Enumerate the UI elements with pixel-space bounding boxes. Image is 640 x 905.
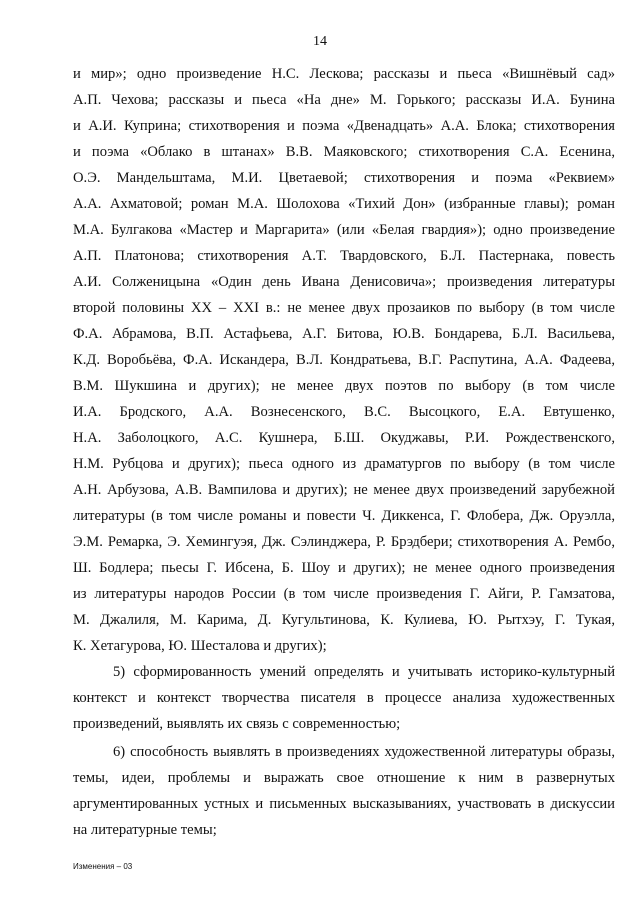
text-line: А.П. Чехова; рассказы и пьеса «На дне» М. Горького; рассказы И.А. Бунина xyxy=(73,92,615,108)
text-line: Н.М. Рубцова и других); пьеса одного из драматургов по выбору (в том числе xyxy=(73,456,615,472)
text-line: литературы (в том числе романы и повести Ч. Диккенса, Г. Флобера, Дж. Оруэлла, xyxy=(73,508,615,524)
text-line: и мир»; одно произведение Н.С. Лескова; рассказы и пьеса «Вишнёвый сад» xyxy=(73,66,615,82)
text-line: В.М. Шукшина и других); не менее двух поэтов по выбору (в том числе xyxy=(73,378,615,394)
text-line: К.Д. Воробьёва, Ф.А. Искандера, В.Л. Кондратьева, В.Г. Распутина, А.А. Фадеева, xyxy=(73,352,615,368)
paragraph-6-line: 6) способность выявлять в произведениях художественной литературы образы, xyxy=(113,744,615,760)
text-line: и поэма «Облако в штанах» В.В. Маяковского; стихотворения С.А. Есенина, xyxy=(73,144,615,160)
text-line: М.А. Булгакова «Мастер и Маргарита» (или «Белая гвардия»); одно произведение xyxy=(73,222,615,238)
text-line: А.А. Ахматовой; роман М.А. Шолохова «Тихий Дон» (избранные главы); роман xyxy=(73,196,615,212)
text-line: на литературные темы; xyxy=(73,822,217,838)
page-number: 14 xyxy=(313,34,327,49)
text-line: контекст и контекст творчества писателя в процессе анализа художественных xyxy=(73,690,615,706)
text-line: Н.А. Заболоцкого, А.С. Кушнера, Б.Ш. Окуджавы, Р.И. Рождественского, xyxy=(73,430,615,446)
paragraph-5-line: 5) сформированность умений определять и учитывать историко-культурный xyxy=(113,664,615,680)
text-line: А.Н. Арбузова, А.В. Вампилова и других); не менее двух произведений зарубежной xyxy=(73,482,615,498)
text-line: О.Э. Мандельштама, М.И. Цветаевой; стихотворения и поэма «Реквием» xyxy=(73,170,615,186)
text-line: А.И. Солженицына «Один день Ивана Денисовича»; произведения литературы xyxy=(73,274,615,290)
footer-revision: Изменения – 03 xyxy=(73,862,133,871)
text-line: Ш. Бодлера; пьесы Г. Ибсена, Б. Шоу и других); не менее одного произведения xyxy=(73,560,615,576)
text-line: темы, идеи, проблемы и выражать свое отношение к ним в развернутых xyxy=(73,770,615,786)
text-line: аргументированных устных и письменных высказываниях, участвовать в дискуссии xyxy=(73,796,615,812)
text-line: М. Джалиля, М. Карима, Д. Кугультинова, К. Кулиева, Ю. Рытхэу, Г. Тукая, xyxy=(73,612,615,628)
text-line: Ф.А. Абрамова, В.П. Астафьева, А.Г. Битова, Ю.В. Бондарева, Б.Л. Васильева, xyxy=(73,326,615,342)
text-line: второй половины XX – XXI в.: не менее двух прозаиков по выбору (в том числе xyxy=(73,300,615,316)
text-line: произведений, выявлять их связь с современностью; xyxy=(73,716,401,732)
text-line: А.П. Платонова; стихотворения А.Т. Твардовского, Б.Л. Пастернака, повесть xyxy=(73,248,615,264)
text-line: К. Хетагурова, Ю. Шесталова и других); xyxy=(73,638,327,654)
text-line: из литературы народов России (в том числе произведения Г. Айги, Р. Гамзатова, xyxy=(73,586,615,602)
text-line: И.А. Бродского, А.А. Вознесенского, В.С. Высоцкого, Е.А. Евтушенко, xyxy=(73,404,615,420)
text-line: Э.М. Ремарка, Э. Хемингуэя, Дж. Сэлинджера, Р. Брэдбери; стихотворения А. Рембо, xyxy=(73,534,615,550)
text-line: и А.И. Куприна; стихотворения и поэма «Двенадцать» А.А. Блока; стихотворения xyxy=(73,118,615,134)
